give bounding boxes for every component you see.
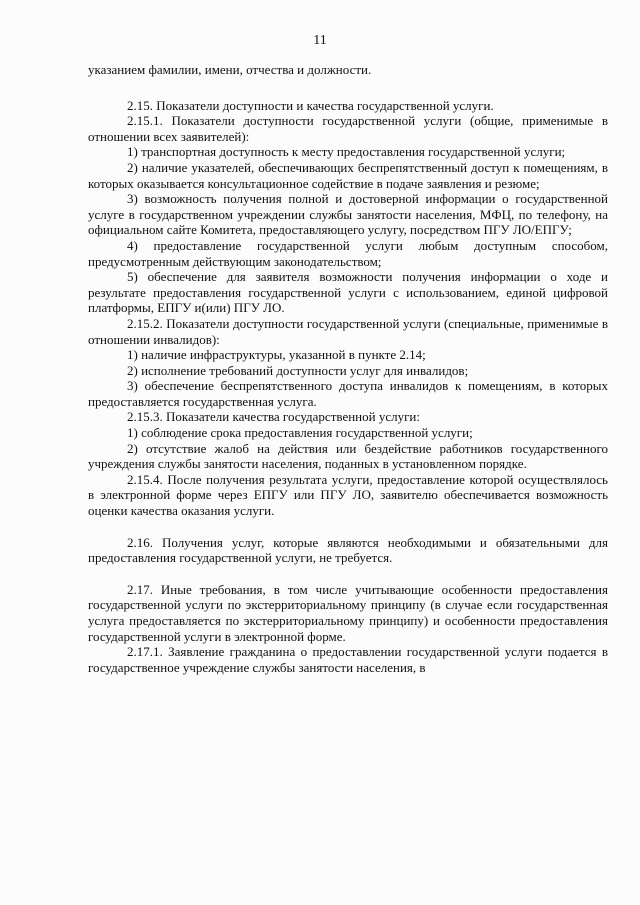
list-item: 1) соблюдение срока предоставления государственной услуги;: [127, 425, 473, 441]
list-item: 1) транспортная доступность к месту предоставления государственной услуги;: [127, 144, 566, 160]
document-body: [88, 62, 608, 675]
paragraph: указанием фамилии, имени, отчества и должности.: [88, 62, 372, 77]
section-heading: 2.16. Получения услуг, которые являются необходимыми и обязательными для предоставления государственной услуги, не требуется.: [88, 534, 608, 566]
list-item: 3) обеспечение беспрепятственного доступа инвалидов к помещениям, в которых предоставляется государственная услуга.: [88, 378, 608, 409]
paragraph: 2.15.4. После получения результата услуги, предоставление которой осуществлялось в электронной форме через ЕПГУ или ПГУ ЛО, заявителю обеспечивается возможность оценки качества оказания услуги.: [88, 471, 608, 519]
paragraph: 2.15.3. Показатели качества государственной услуги:: [127, 409, 420, 425]
list-item: 3) возможность получения полной и достоверной информации о государственной услуге в государственном учреждении службы занятости населения, МФЦ, по телефону, на официальном сайте Комитета, предоставляющего услугу, посредством ПГУ ЛО/ЕПГУ;: [88, 191, 608, 238]
section-heading: 2.17. Иные требования, в том числе учитывающие особенности предоставления государственной услуги по экстерриториальному принципу (в случае если государственная услуга предоставляется по экстерриториальному принципу) и особенности предоставления государственной услуги в электронной форме.: [88, 581, 608, 644]
page-number: 11: [313, 33, 327, 48]
paragraph: 2.15.1. Показатели доступности государственной услуги (общие, применимые в отношении всех заявителей):: [88, 113, 608, 144]
paragraph: 2.15.2. Показатели доступности государственной услуги (специальные, применимые в отношении инвалидов):: [88, 315, 608, 347]
paragraph: 2.17.1. Заявление гражданина о предоставлении государственной услуги подается в государственное учреждение службы занятости населения, в: [88, 644, 608, 675]
section-heading: 2.15. Показатели доступности и качества государственной услуги.: [127, 97, 494, 113]
list-item: 5) обеспечение для заявителя возможности получения информации о ходе и результате предоставления государственной услуги с использованием, единой цифровой платформы, ЕПГУ и(или) ПГУ ЛО.: [88, 269, 608, 316]
list-item: 2) отсутствие жалоб на действия или бездействие работников государственного учреждения службы занятости населения, поданных в установленном порядке.: [88, 440, 608, 472]
list-item: 2) исполнение требований доступности услуг для инвалидов;: [127, 362, 469, 378]
list-item: 4) предоставление государственной услуги любым доступным способом, предусмотренным действующим законодательством;: [88, 237, 608, 269]
list-item: 2) наличие указателей, обеспечивающих беспрепятственный доступ к помещениям, в которых оказывается консультационное содействие в подаче заявления и резюме;: [88, 159, 608, 191]
list-item: 1) наличие инфраструктуры, указанной в пункте 2.14;: [127, 347, 426, 363]
